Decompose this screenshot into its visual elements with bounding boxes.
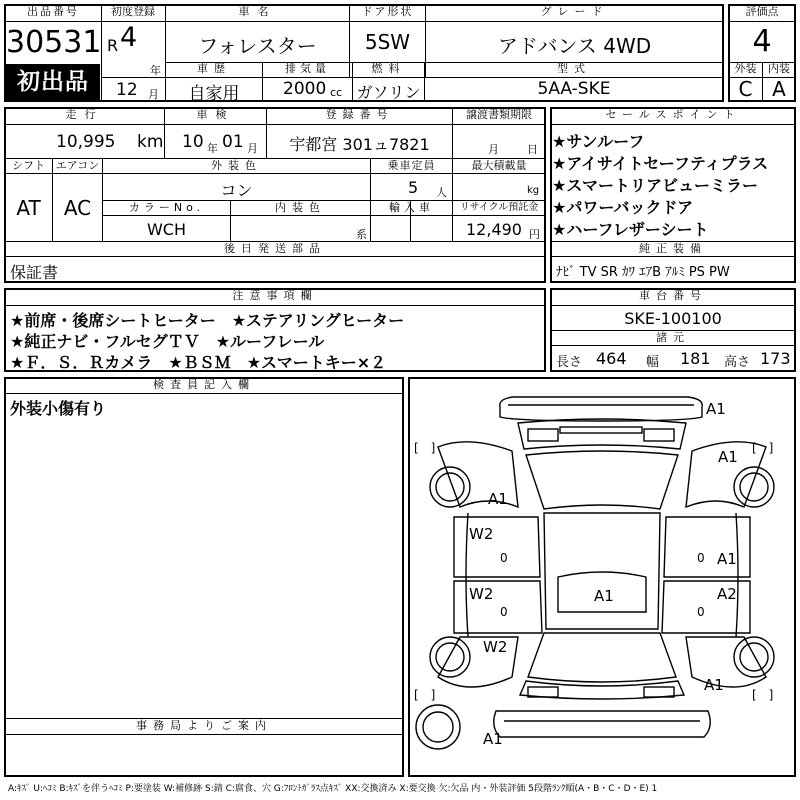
note-line: ★Ｆ．Ｓ．Ｒカメラ ★ＢＳＭ ★スマートキー×２: [10, 353, 387, 372]
transfer-label: 譲渡書類期限: [466, 108, 532, 121]
fuel: ガソリン: [356, 83, 421, 102]
car-diagram: [408, 377, 796, 777]
bracket-rear-right: [ ]: [752, 688, 774, 702]
km-unit: km: [137, 132, 164, 152]
door-type: 5SW: [364, 30, 411, 54]
note-line: ★純正ナビ・フルセグＴＶ ★ルーフレール: [10, 332, 325, 351]
interior-color-label: 内装色: [275, 201, 326, 214]
first-reg-label: 初度登録: [111, 5, 155, 18]
score-label: 評価点: [745, 5, 779, 18]
damage-mark: A1: [704, 676, 724, 694]
sales-point: ★スマートリアビューミラー: [552, 176, 759, 195]
cc-unit: cc: [330, 86, 343, 99]
office-label: 事務局よりご案内: [136, 719, 272, 732]
equipment-label: 純正装備: [639, 242, 707, 255]
sales-point: ★アイサイトセーフティプラス: [552, 154, 769, 173]
inspection-month-unit: 月: [247, 142, 258, 155]
chassis-number: SKE-100100: [624, 309, 722, 328]
front-bumper: [500, 397, 702, 421]
sales-label: セールスポイント: [605, 108, 741, 121]
plate-label: 登録番号: [325, 108, 394, 121]
grade: アドバンス 4WD: [497, 34, 652, 58]
month-unit: 月: [148, 88, 159, 101]
rear-fender-right: [686, 637, 766, 687]
air-conditioner: AC: [63, 196, 92, 220]
later-parts: 保証書: [10, 263, 59, 282]
bracket-front-right: [ ]: [752, 441, 774, 455]
model-label: 型式: [557, 62, 591, 75]
reg-month: 12: [116, 80, 138, 100]
transfer-month-unit: 月: [488, 143, 499, 156]
interior-label: 内装: [768, 62, 790, 75]
shift-label: シフト: [12, 159, 45, 172]
notes-label: 注意事項欄: [232, 289, 318, 302]
damage-mark: A1: [594, 587, 614, 605]
reg-year: 4: [120, 22, 138, 53]
color-label: 外装色: [211, 159, 262, 172]
damage-mark: A1: [488, 490, 508, 508]
displacement-label: 排気量: [285, 62, 330, 75]
inspection-year-unit: 年: [207, 142, 218, 155]
bracket-rear-left: [ ]: [414, 688, 436, 702]
damage-mark: A1: [718, 448, 738, 466]
history-label: 車歴: [197, 62, 231, 75]
width-label: 幅: [646, 355, 660, 370]
damage-mark: W2: [469, 585, 494, 603]
rear-bumper: [494, 711, 711, 737]
chassis-label: 車台番号: [639, 289, 707, 302]
color-number: WCH: [146, 220, 187, 239]
later-parts-label: 後日発送部品: [224, 242, 326, 255]
sales-point: ★サンルーフ: [552, 132, 645, 151]
zero-marker: 0: [697, 605, 705, 619]
length-label: 長さ: [556, 355, 583, 370]
exterior-grade: C: [738, 77, 753, 101]
plate-number: 宇都宮 301ュ7821: [289, 135, 430, 154]
zero-marker: 0: [697, 551, 705, 565]
grade-label: グレード: [540, 5, 609, 18]
height-label: 高さ: [724, 355, 751, 370]
inspection-label: 車検: [196, 108, 235, 121]
yen-unit: 円: [529, 228, 540, 241]
first-listing-label: 初出品: [17, 69, 89, 95]
car-name: フォレスター: [198, 34, 317, 58]
shift: AT: [16, 196, 41, 220]
inspector-note: 外装小傷有り: [10, 399, 107, 418]
car-name-label: 車名: [238, 5, 277, 18]
lot-label: 出品番号: [27, 5, 79, 18]
exterior-color: コン: [220, 181, 253, 200]
legend: A:ｷｽﾞ U:ﾍｺﾐ B:ｷｽﾞを伴うﾍｺﾐ P:要塗装 W:補修跡 S:錆 C:腐食、穴 G:ﾌﾛﾝﾄｶﾞﾗｽ点ｷｽﾞ XX:交換済み X:要交換 欠:欠品 内・外装評価 5段階ﾗﾝｸ順(A・B・C・D・E) 1: [8, 784, 658, 794]
width: 181: [680, 349, 711, 368]
exterior-label: 外装: [734, 62, 757, 75]
windshield: [526, 451, 678, 509]
trunk: [520, 681, 684, 699]
damage-mark: A1: [706, 400, 726, 418]
inspection-year: 10: [182, 132, 204, 152]
hood: [518, 419, 686, 449]
kg-unit: kg: [527, 185, 540, 196]
year-unit: 年: [150, 64, 161, 77]
capacity-label: 乗車定員: [387, 159, 436, 172]
dims-label: 諸元: [656, 331, 690, 344]
sales-point: ★ハーフレザーシート: [552, 220, 709, 239]
transfer-day-unit: 日: [527, 143, 538, 156]
interior-color-unit: 系: [356, 228, 367, 241]
bracket-front-left: [ ]: [414, 441, 436, 455]
displacement: 2000: [283, 79, 327, 99]
mileage-label: 走行: [65, 108, 104, 121]
lot-number: 30531: [6, 25, 102, 60]
zero-marker: 0: [500, 605, 508, 619]
score: 4: [752, 24, 772, 59]
zero-marker: 0: [500, 551, 508, 565]
interior-grade: A: [772, 77, 786, 101]
recycle-label: リサイクル預託金: [459, 202, 539, 213]
recycle-deposit: 12,490: [466, 220, 522, 239]
rear-window: [528, 633, 676, 682]
damage-mark: A1: [717, 550, 737, 568]
damage-mark: W2: [483, 638, 508, 656]
equipment: ﾅﾋﾞ TV SR ｶﾜ ｴｱB ｱﾙﾐ PS PW: [556, 265, 730, 280]
history: 自家用: [188, 84, 240, 104]
mileage: 10,995: [56, 132, 116, 152]
length: 464: [596, 349, 627, 368]
damage-mark: A2: [717, 585, 737, 603]
damage-mark: A1: [483, 730, 503, 748]
door-label: ドア形状: [361, 5, 414, 18]
era: R: [107, 36, 119, 55]
note-line: ★前席・後席シートヒーター ★ステアリングヒーター: [10, 311, 405, 330]
color-no-label: カラーNo.: [128, 201, 205, 214]
inspection-month: 01: [222, 132, 244, 152]
fuel-label: 燃料: [371, 62, 406, 75]
ac-label: エアコン: [55, 159, 100, 172]
load-label: 最大積載量: [471, 159, 527, 172]
height: 173: [760, 349, 791, 368]
person-unit: 人: [436, 186, 447, 199]
capacity: 5: [408, 178, 419, 197]
damage-mark: W2: [469, 525, 494, 543]
model: 5AA-SKE: [537, 79, 611, 99]
import-label: 輸入車: [389, 201, 434, 214]
inspector-box: [4, 377, 404, 777]
inspector-label: 検査員記入欄: [153, 378, 255, 391]
sales-point: ★パワーバックドア: [552, 198, 694, 217]
